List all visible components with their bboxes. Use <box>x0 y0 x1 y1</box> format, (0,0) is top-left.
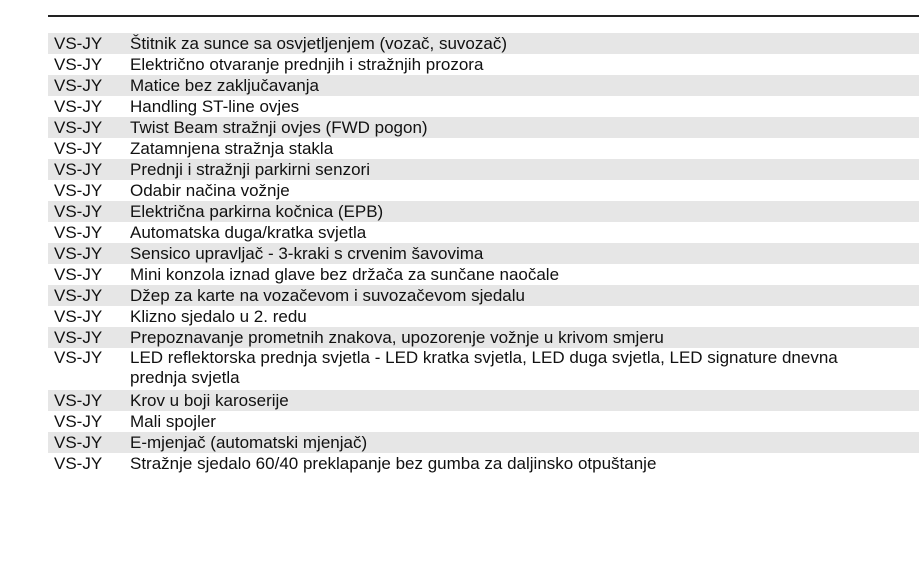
row-code: VS-JY <box>54 286 103 305</box>
table-row <box>48 96 919 117</box>
table-row <box>48 159 919 180</box>
row-description: Prednji i stražnji parkirni senzori <box>130 160 370 179</box>
table-row <box>48 138 919 159</box>
top-rule <box>48 15 919 17</box>
row-description: Električna parkirna kočnica (EPB) <box>130 202 384 221</box>
table-row <box>48 243 919 264</box>
row-description: Odabir načina vožnje <box>130 181 290 200</box>
row-code: VS-JY <box>54 265 103 284</box>
table-row <box>48 117 919 138</box>
row-description: Mini konzola iznad glave bez držača za sunčane naočale <box>130 265 560 284</box>
row-code: VS-JY <box>54 118 103 137</box>
row-code: VS-JY <box>54 454 103 473</box>
row-code: VS-JY <box>54 34 103 53</box>
row-description: Sensico upravljač - 3-kraki s crvenim šavovima <box>130 244 484 263</box>
row-description: Twist Beam stražnji ovjes (FWD pogon) <box>130 118 428 137</box>
table-row <box>48 180 919 201</box>
row-code: VS-JY <box>54 223 103 242</box>
table-row <box>48 75 919 96</box>
equipment-table <box>48 33 919 474</box>
row-description: Prepoznavanje prometnih znakova, upozorenje vožnje u krivom smjeru <box>130 328 664 347</box>
row-description: Električno otvaranje prednjih i stražnjih prozora <box>130 55 484 74</box>
row-code: VS-JY <box>54 55 103 74</box>
table-row <box>48 453 919 474</box>
table-row <box>48 411 919 432</box>
table-row <box>48 390 919 411</box>
row-description: Klizno sjedalo u 2. redu <box>130 307 307 326</box>
row-code: VS-JY <box>54 328 103 347</box>
table-row <box>48 264 919 285</box>
row-description: Zatamnjena stražnja stakla <box>130 139 334 158</box>
row-code: VS-JY <box>54 160 103 179</box>
table-row <box>48 432 919 453</box>
row-code: VS-JY <box>54 433 103 452</box>
table-row <box>48 306 919 327</box>
row-description: Krov u boji karoserije <box>130 391 289 410</box>
table-row <box>48 327 919 348</box>
row-description: Automatska duga/kratka svjetla <box>130 223 367 242</box>
row-code: VS-JY <box>54 181 103 200</box>
row-code: VS-JY <box>54 76 103 95</box>
row-code: VS-JY <box>54 391 103 410</box>
table-row <box>48 222 919 243</box>
row-description: LED reflektorska prednja svjetla - LED kratka svjetla, LED duga svjetla, LED signature dnevna prednja svjetla <box>130 348 838 387</box>
row-description: Džep za karte na vozačevom i suvozačevom sjedalu <box>130 286 525 305</box>
row-description: Štitnik za sunce sa osvjetljenjem (vozač, suvozač) <box>130 34 507 53</box>
row-description: Stražnje sjedalo 60/40 preklapanje bez gumba za daljinsko otpuštanje <box>130 454 657 473</box>
row-code: VS-JY <box>54 97 103 116</box>
row-code: VS-JY <box>54 348 103 367</box>
row-code: VS-JY <box>54 139 103 158</box>
row-code: VS-JY <box>54 307 103 326</box>
table-row <box>48 348 919 390</box>
table-row <box>48 285 919 306</box>
row-description: Handling ST-line ovjes <box>130 97 300 116</box>
table-row <box>48 201 919 222</box>
row-code: VS-JY <box>54 244 103 263</box>
row-description: E-mjenjač (automatski mjenjač) <box>130 433 368 452</box>
row-code: VS-JY <box>54 202 103 221</box>
table-row <box>48 33 919 54</box>
table-row <box>48 54 919 75</box>
row-code: VS-JY <box>54 412 103 431</box>
row-description: Matice bez zaključavanja <box>130 76 319 95</box>
row-description: Mali spojler <box>130 412 216 431</box>
